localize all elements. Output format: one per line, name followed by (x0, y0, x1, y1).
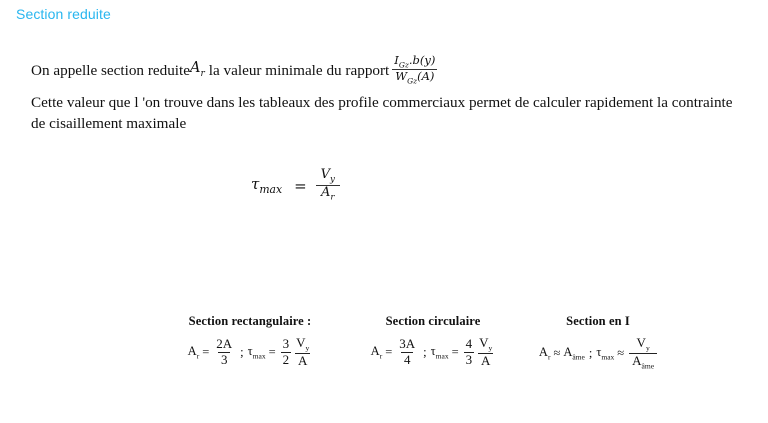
ar-value-fraction-rect (213, 337, 235, 367)
section-case-circulaire-heading: Section circulaire (385, 314, 481, 328)
formula-separator-rect: ; (240, 344, 244, 359)
paragraph-definition-part2: la valeur minimale du rapport (208, 62, 390, 80)
tau-coefficient-rect (281, 337, 292, 367)
tau-numerator-symbol: V (320, 167, 331, 182)
tau-ratio-i (629, 336, 657, 371)
ar-value-fraction-circ (396, 337, 418, 367)
tau-ratio-denominator-circ-letter: A (481, 353, 491, 369)
tau-ratio-numerator-i-letter: V (636, 335, 646, 350)
tau-symbol (251, 175, 282, 196)
tau-ratio-denominator-i-subscript: âme (641, 361, 655, 371)
tau-ratio-numerator-rect-letter: V (296, 335, 306, 350)
tau-ratio-denominator-i (629, 353, 657, 371)
ar-operator-i: ≈ (553, 346, 561, 361)
tau-label-i (596, 345, 614, 362)
tau-ratio-numerator-circ-subscript: y (488, 343, 493, 353)
tau-coefficient-denominator-circ: 3 (465, 351, 473, 367)
tau-ratio-denominator-rect (295, 353, 310, 369)
ar-value-denominator-circ: 4 (401, 352, 414, 368)
ratio-numerator-symbol: I (394, 53, 399, 67)
tau-ratio-denominator-i-letter: A (632, 353, 642, 369)
tau-ratio-numerator-rect-subscript: y (305, 343, 310, 353)
tau-label-circ-subscript: max (435, 351, 449, 361)
tau-label-rect (248, 344, 266, 361)
formula-separator-i: ; (588, 346, 593, 361)
tau-label-circ-glyph: τ (430, 344, 436, 359)
section-cases-group (0, 314, 768, 394)
equals-sign: = (294, 176, 307, 195)
formula-separator-circ: ; (423, 344, 427, 359)
ar-label-circ-subscript: r (379, 351, 383, 361)
ar-label-i-subscript: r (547, 352, 551, 362)
tau-ratio-numerator-i-subscript: y (645, 343, 650, 353)
ratio-numerator-subscript: Gz (398, 60, 409, 70)
ratio-denominator-rest: (A) (417, 69, 435, 84)
section-case-circulaire (348, 314, 518, 369)
tau-fraction (316, 168, 340, 204)
tau-ratio-circ (476, 336, 495, 369)
ratio-denominator-subscript: Gz (407, 76, 418, 86)
ar-equivalent-i-letter: A (563, 345, 573, 360)
tau-label-circ (431, 344, 449, 361)
paragraph-definition (31, 55, 737, 87)
paragraph-definition-part1: On appelle section reduite (31, 62, 190, 80)
tau-label-i-glyph: τ (596, 345, 602, 360)
ratio-fraction (391, 54, 438, 86)
tau-operator-rect: = (268, 344, 276, 359)
ar-value-denominator-rect: 3 (218, 352, 231, 368)
inline-variable-ar (190, 58, 205, 85)
body-text-block (31, 55, 737, 134)
inline-variable-ar-subscript: r (200, 68, 205, 79)
tau-coefficient-circ (464, 337, 475, 367)
section-case-rectangulaire-formula (152, 336, 348, 369)
tau-fraction-denominator (316, 185, 340, 203)
ar-label-circ-letter: A (370, 344, 380, 359)
tau-ratio-rect (293, 336, 312, 369)
section-case-en-i-heading: Section en I (566, 314, 630, 328)
ar-equivalent-i (563, 345, 585, 362)
ar-label-rect-letter: A (187, 344, 197, 359)
tau-symbol-subscript: max (259, 183, 283, 197)
tau-max-formula (251, 168, 340, 204)
tau-operator-circ: = (451, 344, 459, 359)
section-case-en-i-formula (506, 336, 690, 371)
tau-symbol-glyph: τ (251, 175, 260, 194)
section-case-rectangulaire-heading: Section rectangulaire : (188, 314, 312, 328)
tau-fraction-numerator (316, 168, 340, 185)
section-case-en-i (506, 314, 690, 371)
tau-ratio-numerator-i (634, 336, 653, 353)
ar-operator-circ: = (385, 344, 393, 359)
ar-label-circ (371, 344, 383, 361)
slide-title: Section reduite (16, 6, 111, 22)
ar-label-i-letter: A (538, 345, 548, 360)
tau-denominator-subscript: r (330, 193, 335, 204)
section-case-circulaire-formula (348, 336, 518, 369)
tau-ratio-numerator-circ-letter: V (479, 335, 489, 350)
tau-ratio-denominator-rect-letter: A (298, 353, 308, 369)
tau-ratio-denominator-circ (478, 353, 493, 369)
tau-operator-i: ≈ (617, 346, 625, 361)
tau-coefficient-denominator-rect: 2 (282, 351, 290, 367)
tau-label-i-subscript: max (601, 352, 615, 362)
inline-variable-ar-letter: A (190, 59, 201, 76)
ar-label-rect (188, 344, 200, 361)
tau-coefficient-numerator-circ: 4 (465, 336, 473, 352)
ar-label-rect-subscript: r (196, 351, 200, 361)
section-case-rectangulaire (152, 314, 348, 369)
tau-ratio-numerator-rect (293, 336, 312, 353)
ratio-denominator-symbol: W (395, 69, 408, 84)
ar-value-numerator-rect: 2A (216, 336, 233, 352)
tau-numerator-subscript: y (330, 174, 335, 185)
ratio-fraction-denominator (392, 69, 437, 85)
ar-label-i (539, 345, 551, 362)
ar-operator-rect: = (202, 344, 210, 359)
tau-coefficient-numerator-rect: 3 (282, 336, 290, 352)
tau-label-rect-glyph: τ (247, 344, 253, 359)
ar-equivalent-i-subscript: âme (572, 352, 585, 362)
tau-denominator-symbol: A (321, 185, 331, 201)
ar-value-numerator-circ: 3A (399, 336, 416, 352)
ratio-numerator-rest: .b(y) (408, 53, 436, 67)
tau-ratio-numerator-circ (476, 336, 495, 353)
paragraph-explanation: Cette valeur que l 'on trouve dans les tableaux des profile commerciaux permet de calculer rapidement la contrainte de cisaillement maximale (31, 93, 733, 132)
ratio-fraction-numerator (391, 54, 438, 69)
tau-label-rect-subscript: max (252, 351, 266, 361)
